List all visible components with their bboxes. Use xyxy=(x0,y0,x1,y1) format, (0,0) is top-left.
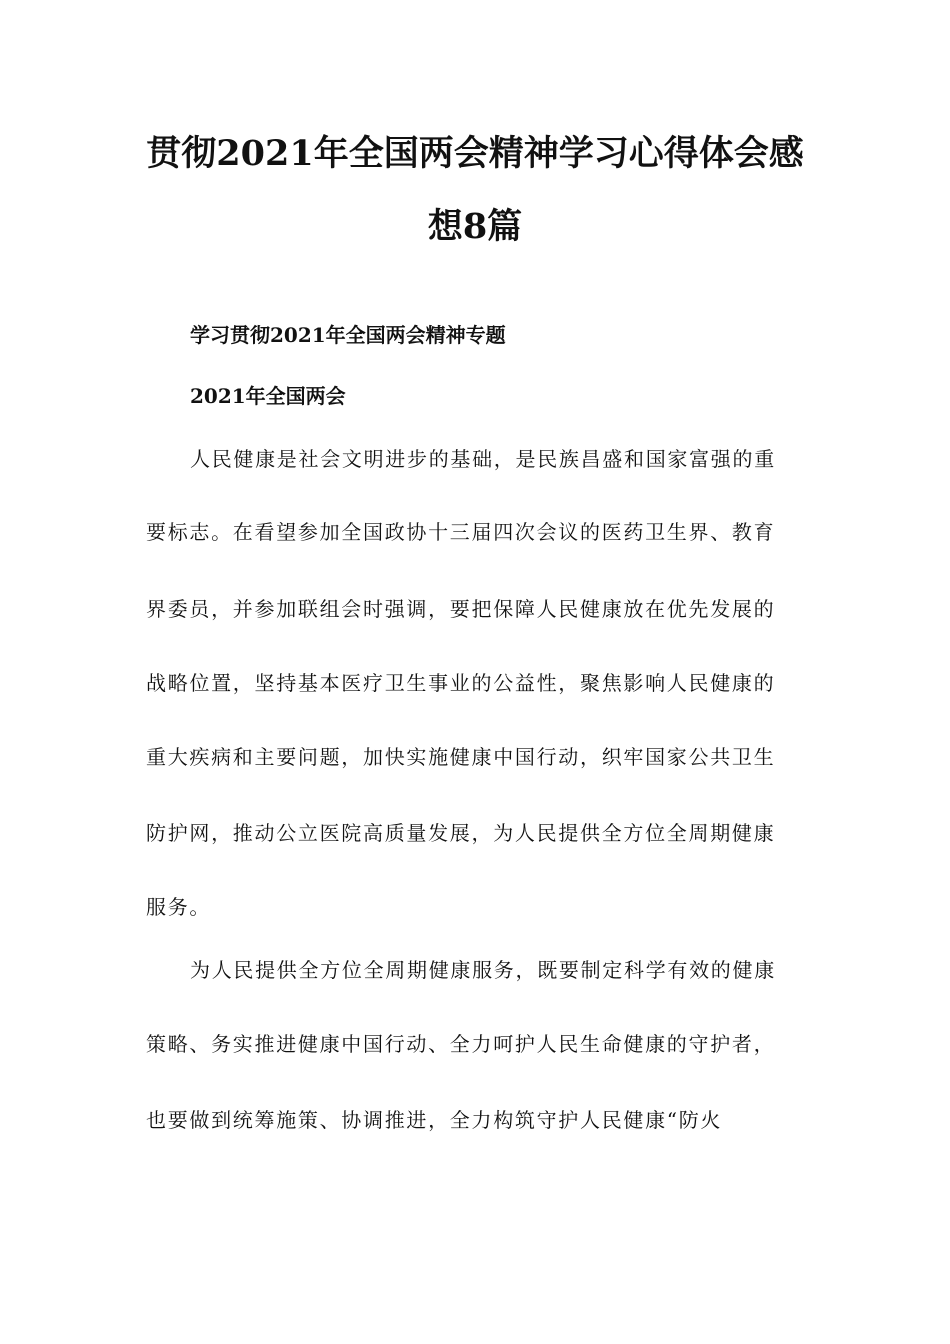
paragraph-2-line-1: 为人民提供全方位全周期健康服务，既要制定科学有效的健康 xyxy=(190,958,776,982)
paragraph-2-line-2: 策略、务实推进健康中国行动、全力呵护人民生命健康的守护者， xyxy=(146,1032,776,1056)
paragraph-1-line-3: 界委员，并参加联组会时强调，要把保障人民健康放在优先发展的 xyxy=(146,597,776,621)
paragraph-2-line-3: 也要做到统筹施策、协调推进，全力构筑守护人民健康“防火 xyxy=(146,1108,723,1132)
paragraph-1-line-1: 人民健康是社会文明进步的基础，是民族昌盛和国家富强的重 xyxy=(190,447,776,471)
document-title-line-2: 想8篇 xyxy=(427,206,523,247)
paragraph-1-line-5: 重大疾病和主要问题，加快实施健康中国行动，织牢国家公共卫生 xyxy=(146,745,776,769)
section-heading-topic: 学习贯彻2021年全国两会精神专题 xyxy=(190,323,506,347)
document-title-line-1: 贯彻2021年全国两会精神学习心得体会感 xyxy=(146,133,804,174)
paragraph-1-line-6: 防护网，推动公立医院高质量发展，为人民提供全方位全周期健康 xyxy=(146,821,776,845)
paragraph-1-line-7: 服务。 xyxy=(146,895,212,919)
section-heading-event: 2021年全国两会 xyxy=(190,384,346,408)
paragraph-1-line-4: 战略位置，坚持基本医疗卫生事业的公益性，聚焦影响人民健康的 xyxy=(146,671,776,695)
paragraph-1-line-2: 要标志。在看望参加全国政协十三届四次会议的医药卫生界、教育 xyxy=(146,520,776,544)
